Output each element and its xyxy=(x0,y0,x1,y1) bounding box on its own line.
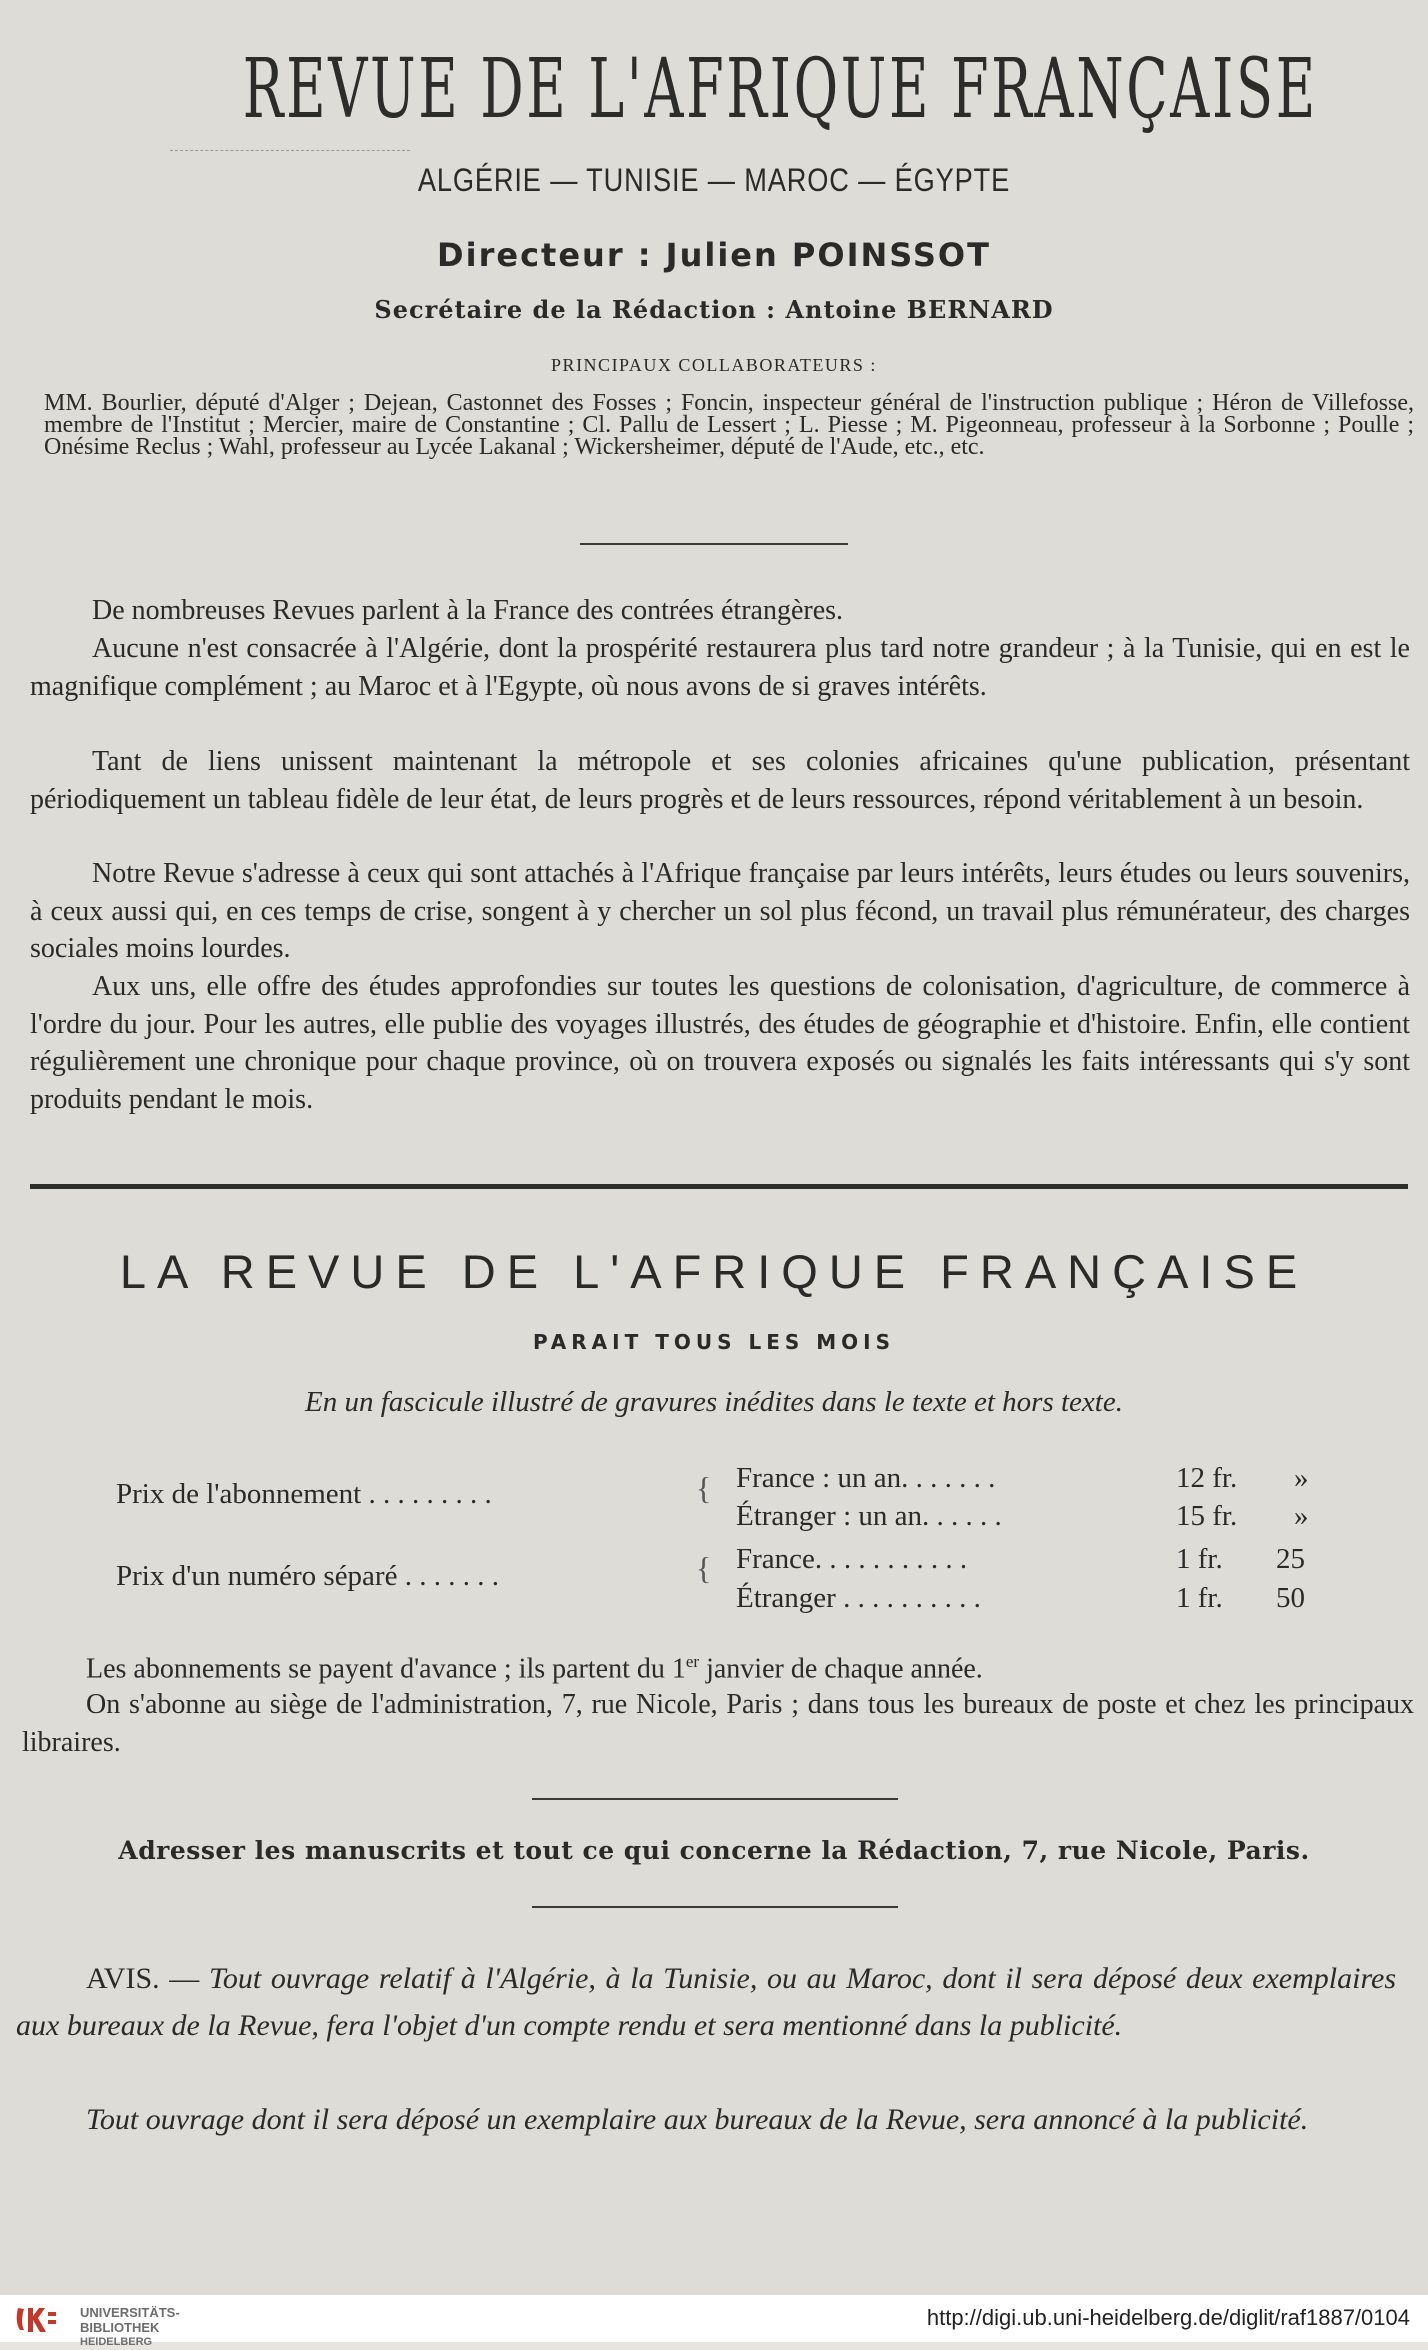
price-row-label: Étranger . . . . . . . . . . xyxy=(736,1582,981,1614)
secretary-line: Secrétaire de la Rédaction : Antoine BERNARD xyxy=(374,295,1054,324)
intro-paragraph-5: Aux uns, elle offre des études approfondies sur toutes les questions de colonisation, d'agriculture, de commerce à l'ordre du jour. Pour les autres, elle publie des voyages illustrés, des études de géographie et d'histoire. Enfin, elle contient régulièrement une chronique pour chaque province, où on trouvera exposés ou signalés les faits intéressants qui s'y sont produits pendant le mois. xyxy=(30,971,1410,1115)
masthead-dotted-rule xyxy=(170,150,410,151)
price-row-francs: 15 fr. xyxy=(1176,1500,1238,1532)
regions-line: ALGÉRIE — TUNISIE — MAROC — ÉGYPTE xyxy=(417,162,1011,198)
section-divider xyxy=(532,1798,898,1800)
masthead-title: REVUE DE L'AFRIQUE FRANÇAISE xyxy=(242,42,1318,137)
intro-paragraph-3: Tant de liens unissent maintenant la métropole et ses colonies africaines qu'une publication, présentant périodiquement un tableau fidèle de leur état, de leurs progrès et de leurs ressources, répond véritablement à un besoin. xyxy=(30,746,1410,815)
library-name-line-3: HEIDELBERG xyxy=(80,2336,153,2348)
subscription-price-label: Prix de l'abonnement . . . . . . . . . xyxy=(116,1478,492,1510)
format-line: En un fascicule illustré de gravures inédites dans le texte et hors texte. xyxy=(305,1386,1123,1418)
address-line: Adresser les manuscrits et tout ce qui concerne la Rédaction, 7, rue Nicole, Paris. xyxy=(118,1836,1310,1865)
notice-paragraph-1: AVIS. — Tout ouvrage relatif à l'Algérie, à la Tunisie, ou au Maroc, dont il sera déposé deux exemplaires aux bureaux de la Revue, fera l'objet d'un compte rendu et sera mentionné dans la publicité. xyxy=(16,1962,1397,2042)
notice-paragraph-2: Tout ouvrage dont il sera déposé un exemplaire aux bureaux de la Revue, sera annoncé à la publicité. xyxy=(86,2103,1309,2136)
intro-paragraph-1: De nombreuses Revues parlent à la France des contrées étrangères. xyxy=(92,595,844,626)
advance-payment-line: Les abonnements se payent d'avance ; ils partent du 1er janvier de chaque année. xyxy=(86,1652,983,1685)
single-issue-price-label: Prix d'un numéro séparé . . . . . . . xyxy=(116,1560,499,1592)
section-divider xyxy=(532,1906,898,1908)
section-divider xyxy=(580,543,848,545)
library-name-line-1: UNIVERSITÄTS- xyxy=(80,2305,180,2320)
revue-banner: LA REVUE DE L'AFRIQUE FRANÇAISE xyxy=(119,1245,1309,1298)
brace-left: { xyxy=(696,1550,712,1586)
brace-left: { xyxy=(696,1470,712,1506)
library-logo-icon xyxy=(14,2306,58,2334)
frequency-line: PARAIT TOUS LES MOIS xyxy=(532,1330,895,1354)
price-row-centimes: 50 xyxy=(1276,1582,1305,1614)
price-row-label: France : un an. . . . . . . xyxy=(736,1462,996,1494)
intro-paragraph-4: Notre Revue s'adresse à ceux qui sont attachés à l'Afrique française par leurs intérêts, leurs études ou leurs souvenirs, à ceux aussi qui, en ces temps de crise, songent à y chercher un sol plus fécond, un travail plus rémunérateur, des charges sociales moins lourdes. xyxy=(30,858,1410,964)
price-row-centimes: » xyxy=(1294,1500,1309,1532)
price-row-centimes: 25 xyxy=(1276,1543,1305,1575)
price-row-francs: 1 fr. xyxy=(1176,1543,1223,1575)
price-row-francs: 1 fr. xyxy=(1176,1582,1223,1614)
price-row-centimes: » xyxy=(1294,1462,1309,1494)
source-url-link[interactable]: http://digi.ub.uni-heidelberg.de/diglit/raf1887/0104 xyxy=(926,2305,1410,2330)
thick-separator xyxy=(30,1184,1408,1189)
intro-paragraph-2: Aucune n'est consacrée à l'Algérie, dont la prospérité restaurera plus tard notre grandeur ; à la Tunisie, qui en est le magnifique complément ; au Maroc et à l'Egypte, où nous avons de si graves intérêts. xyxy=(30,633,1410,702)
office-paragraph: On s'abonne au siège de l'administration, 7, rue Nicole, Paris ; dans tous les bureaux de poste et chez les principaux libraires. xyxy=(22,1689,1414,1758)
collaborators-heading: PRINCIPAUX COLLABORATEURS : xyxy=(551,355,877,375)
director-line: Directeur : Julien POINSSOT xyxy=(437,236,991,274)
collaborators-list: MM. Bourlier, député d'Alger ; Dejean, Castonnet des Fosses ; Foncin, inspecteur général de l'instruction publique ; Héron de Villefosse, membre de l'Institut ; Mercier, maire de Constantine ; Cl. Pallu de Lessert ; L. Piesse ; M. Pigeonneau, professeur à la Sorbonne ; Poulle ; Onésime Reclus ; Wahl, professeur au Lycée Lakanal ; Wickersheimer, député de l'Aude, etc., etc. xyxy=(44,390,1414,460)
price-row-francs: 12 fr. xyxy=(1176,1462,1238,1494)
price-row-label: France. . . . . . . . . . . xyxy=(736,1543,968,1575)
price-row-label: Étranger : un an. . . . . . xyxy=(736,1500,1002,1532)
library-name-line-2: BIBLIOTHEK xyxy=(80,2320,160,2335)
